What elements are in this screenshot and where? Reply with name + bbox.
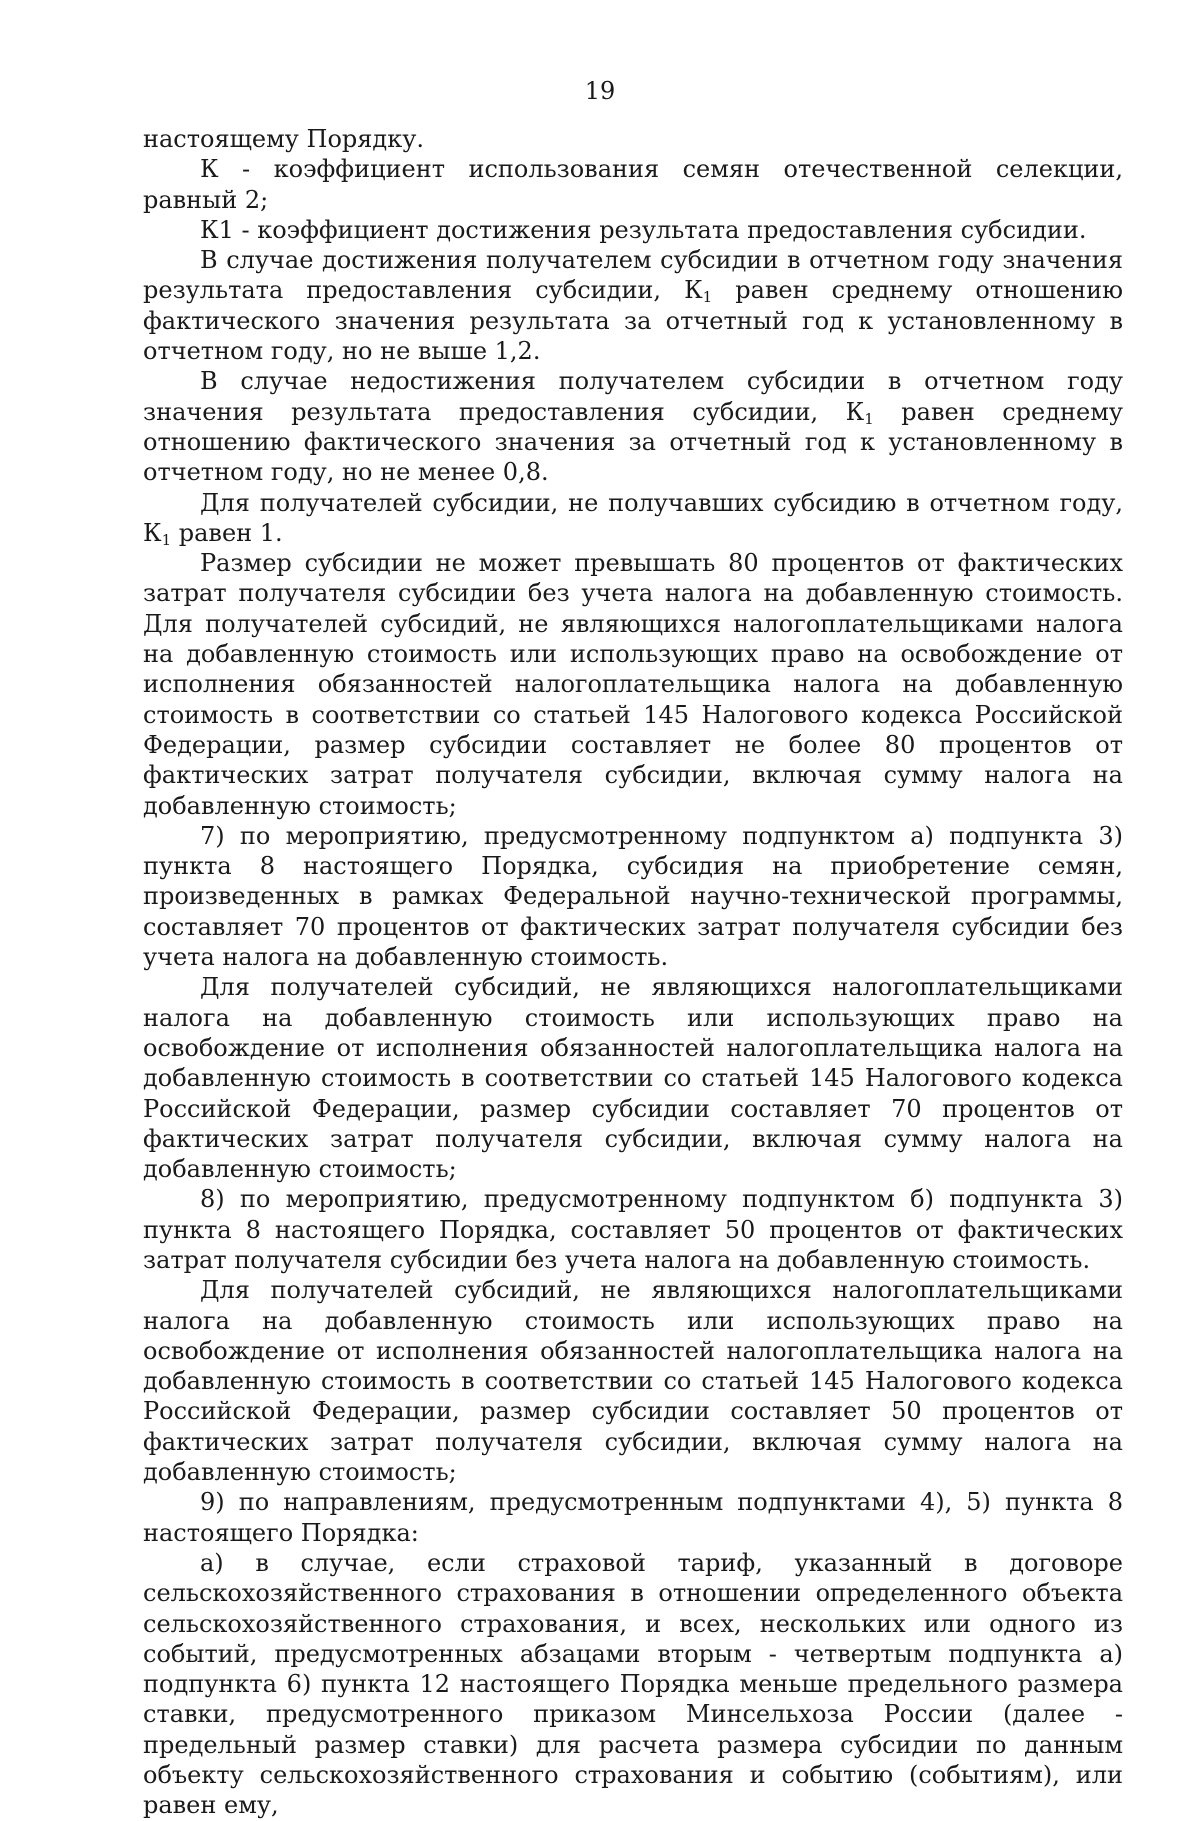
paragraph-text: В случае недостижения получателем субсидии в отчетном году значения результата предоставления субсидии, К	[143, 367, 1123, 426]
paragraph: 7) по мероприятию, предусмотренному подпунктом а) подпункта 3) пункта 8 настоящего Порядка, субсидия на приобретение семян, произведенных в рамках Федеральной научно-технической программы, составляет 70 процентов от фактических затрат получателя субсидии без учета налога на добавленную стоимость.	[143, 821, 1123, 972]
paragraph: Для получателей субсидий, не являющихся налогоплательщиками налога на добавленную стоимость или использующих право на освобождение от исполнения обязанностей налогоплательщика налога на добавленную стоимость в соответствии со статьей 145 Налогового кодекса Российской Федерации, размер субсидии составляет 70 процентов от фактических затрат получателя субсидии, включая сумму налога на добавленную стоимость;	[143, 973, 1123, 1184]
subscript: 1	[864, 409, 874, 428]
paragraph: настоящему Порядку.	[143, 125, 424, 153]
document-body	[143, 124, 1123, 1821]
paragraph	[143, 488, 1123, 549]
paragraph: 9) по направлениям, предусмотренным подпунктами 4), 5) пункта 8 настоящего Порядка:	[143, 1488, 1123, 1547]
paragraph: а) в случае, если страховой тариф, указанный в договоре сельскохозяйственного страхования в отношении определенного объекта сельскохозяйственного страхования, и всех, нескольких или одного из событий, предусмотренных абзацами вторым - четвертым подпункта а) подпункта 6) пункта 12 настоящего Порядка меньше предельного размера ставки, предусмотренного приказом Минсельхоза России (далее - предельный размер ставки) для расчета размера субсидии по данным объекту сельскохозяйственного страхования и событию (событиям), или равен ему,	[143, 1548, 1123, 1820]
paragraph: Для получателей субсидий, не являющихся налогоплательщиками налога на добавленную стоимость или использующих право на освобождение от исполнения обязанностей налогоплательщика налога на добавленную стоимость в соответствии со статьей 145 Налогового кодекса Российской Федерации, размер субсидии составляет 50 процентов от фактических затрат получателя субсидии, включая сумму налога на добавленную стоимость;	[143, 1276, 1123, 1487]
paragraph-text: Для получателей субсидии, не получавших субсидию в отчетном году, К	[143, 488, 1123, 547]
subscript: 1	[161, 530, 172, 549]
paragraph: К - коэффициент использования семян отечественной селекции, равный 2;	[143, 155, 1123, 214]
paragraph: К1 - коэффициент достижения результата предоставления субсидии.	[200, 215, 1087, 244]
paragraph	[143, 366, 1123, 487]
subscript: 1	[702, 288, 713, 307]
paragraph-text: равен 1.	[171, 518, 283, 547]
paragraph-text: равен среднему отношению фактического значения за отчетный год к установленному в отчетном году, но не менее 0,8.	[143, 397, 1123, 487]
paragraph-text: В случае достижения получателем субсидии в отчетном году значения результата предоставления субсидии, К	[143, 246, 1123, 305]
paragraph: Размер субсидии не может превышать 80 процентов от фактических затрат получателя субсидии без учета налога на добавленную стоимость. Для получателей субсидий, не являющихся налогоплательщиками налога на добавленную стоимость или использующих право на освобождение от исполнения обязанностей налогоплательщика налога на добавленную стоимость в соответствии со статьей 145 Налогового кодекса Российской Федерации, размер субсидии составляет не более 80 процентов от фактических затрат получателя субсидии, включая сумму налога на добавленную стоимость;	[143, 549, 1123, 820]
paragraph: 8) по мероприятию, предусмотренному подпунктом б) подпункта 3) пункта 8 настоящего Порядка, составляет 50 процентов от фактических затрат получателя субсидии без учета налога на добавленную стоимость.	[143, 1185, 1123, 1274]
page-number: 19	[584, 77, 616, 105]
paragraph	[143, 245, 1123, 366]
paragraph-text: равен среднему отношению фактического значения результата за отчетный год к установленному в отчетном году, но не выше 1,2.	[143, 276, 1123, 366]
